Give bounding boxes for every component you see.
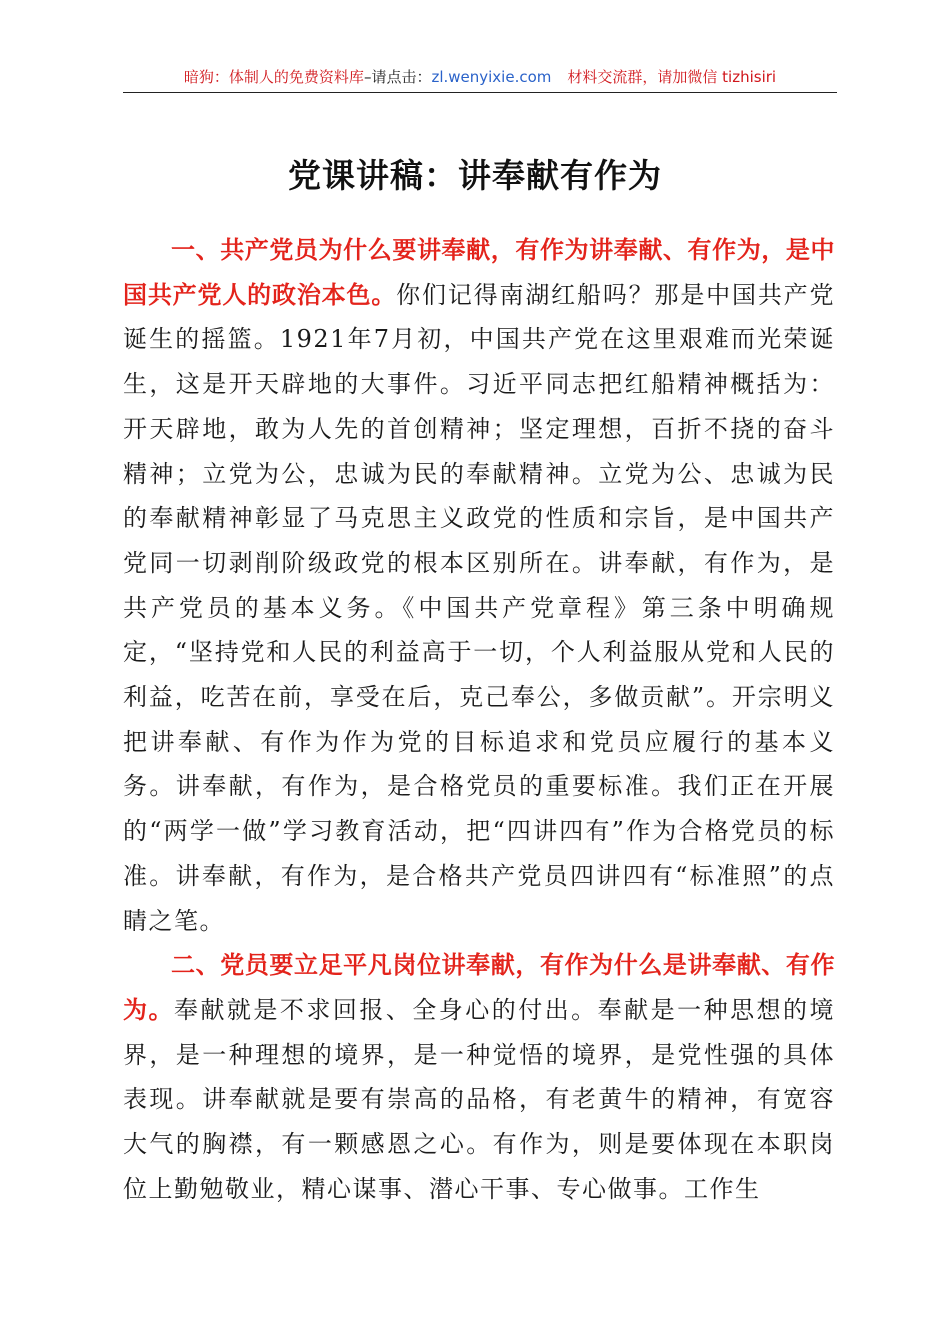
document-title: 党课讲稿：讲奉献有作为 <box>288 156 662 195</box>
header-url-link[interactable]: zl.wenyixie.com <box>431 68 552 86</box>
document-body <box>123 228 835 1211</box>
page-header <box>123 62 837 93</box>
paragraph-1 <box>123 228 835 943</box>
header-contact: 材料交流群，请加微信 tizhisiri <box>567 68 777 86</box>
header-click-prompt: –请点击： <box>363 68 432 86</box>
section-body-1: 你们记得南湖红船吗？那是中国共产党诞生的摇篮。1921年7月初，中国共产党在这里艰难而光荣诞生，这是开天辟地的大事件。习近平同志把红船精神概括为：开天辟地，敢为人先的首创精神；坚定理想，百折不挠的奋斗精神；立党为公，忠诚为民的奉献精神。立党为公、忠诚为民的奉献精神彰显了马克思主义政党的性质和宗旨，是中国共产党同一切剥削阶级政党的根本区别所在。讲奉献，有作为，是共产党员的基本义务。《中国共产党章程》第三条中明确规定，“坚持党和人民的利益高于一切，个人利益服从党和人民的利益，吃苦在前，享受在后，克己奉公，多做贡献”。开宗明义把讲奉献、有作为作为党的目标追求和党员应履行的基本义务。讲奉献，有作为，是合格党员的重要标准。我们正在开展的“两学一做”学习教育活动，把“四讲四有”作为合格党员的标准。讲奉献，有作为，是合格共产党员四讲四有“标准照”的点睛之笔。 <box>123 280 836 935</box>
header-brand: 暗狗：体制人的免费资料库 <box>183 68 364 86</box>
paragraph-2 <box>123 943 835 1211</box>
section-heading-1: 一、共产党员为什么要讲奉献，有作为讲奉献、有作为，是中国共产党人的政治本色。 <box>123 236 835 309</box>
section-body-2: 奉献就是不求回报、全身心的付出。奉献是一种思想的境界，是一种理想的境界，是一种觉悟的境界，是党性强的具体表现。讲奉献就是要有崇高的品格，有老黄牛的精神，有宽容大气的胸襟，有一颗感恩之心。有作为，则是要体现在本职岗位上勤勉敬业，精心谋事、潜心干事、专心做事。工作生 <box>123 995 836 1203</box>
section-heading-2: 二、党员要立足平凡岗位讲奉献，有作为什么是讲奉献、有作为。 <box>123 951 835 1024</box>
